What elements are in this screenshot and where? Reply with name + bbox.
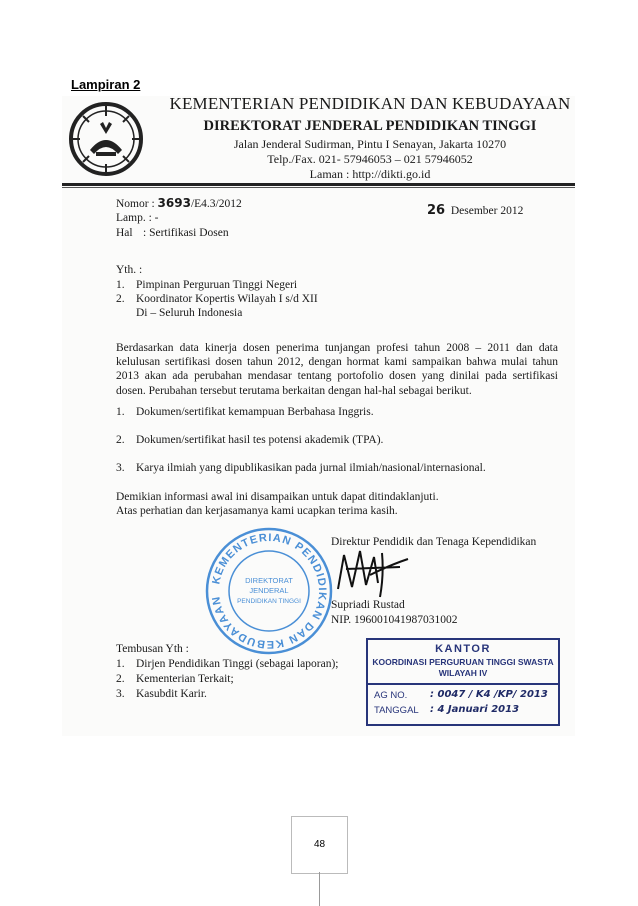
letterhead-divider-thin [62,187,575,188]
recipient-item: Pimpinan Perguruan Tinggi Negeri [136,279,298,291]
letterhead-ministry: KEMENTERIAN PENDIDIKAN DAN KEBUDAYAAN [169,94,571,113]
cc-item: Kementerian Terkait; [136,673,234,685]
page-number-box [291,816,348,874]
cc-number: 2. [116,673,125,685]
letter-date: 26 Desember 2012 [427,203,524,218]
stamp-ring-text: KEMENTERIAN PENDIDIKAN DAN KEBUDAYAAN [210,531,329,651]
receipt-ag-value: : 0047 / K4 /KP/ 2013 [430,689,548,700]
tut-wuri-handayani-logo-icon [66,100,146,178]
letterhead-address: Jalan Jenderal Sudirman, Pintu I Senayan, Jakarta 10270 [233,137,507,151]
stamp-text-line: JENDERAL [249,586,289,595]
letterhead-directorate: DIREKTORAT JENDERAL PENDIDIKAN TINGGI [203,118,537,134]
cc-item: Kasubdit Karir. [136,688,207,700]
recipient-number: 2. [116,293,125,305]
signature-mark-icon [330,545,420,600]
cc-title: Tembusan Yth : [116,643,189,655]
letterhead-website: Laman : http://dikti.go.id [309,167,431,181]
letter-number-handwritten: 3693 [157,196,191,210]
stamp-text-line: PENDIDIKAN TINGGI [237,598,301,605]
receipt-ag-label: AG NO. [374,690,408,701]
body-paragraph: Berdasarkan data kinerja dosen penerima tunjangan profesi tahun 2008 – 2011 dan data kelulusan sertifikasi dosen tahun 2012, dengan hormat kami sampaikan bahwa mulai tahun 2013 akan ada perubahan mendasar tentang portofolio dosen yang dinilai pada sertifikasi dosen. Perubahan tersebut terutama berkaitan dengan hal-hal sebagai berikut. [116,342,558,397]
letterhead-phone: Telp./Fax. 021- 57946053 – 021 57946052 [267,152,473,166]
page-number-connector [319,872,320,906]
letter-number: Nomor : 3693/E4.3/2012 [116,196,242,210]
stamp-text-line: DIREKTORAT [245,576,293,585]
receipt-stamp-divider [368,683,558,685]
point-number: 1. [116,406,125,418]
cc-number: 1. [116,658,125,670]
receipt-date-value: : 4 Januari 2013 [430,704,520,715]
point-item: Dokumen/sertifikat hasil tes potensi akademik (TPA). [136,434,384,446]
signatory-title: Direktur Pendidik dan Tenaga Kependidikan [331,536,537,548]
attachment-label: Lampiran 2 [71,77,141,92]
letter-subject: : Sertifikasi Dosen [143,227,229,239]
point-item: Dokumen/sertifikat kemampuan Berbahasa Inggris. [136,406,374,418]
point-number: 2. [116,434,125,446]
cc-number: 3. [116,688,125,700]
official-stamp-icon [203,525,335,657]
closing-line: Demikian informasi awal ini disampaikan untuk dapat ditindaklanjuti. [116,491,439,503]
page-number: 48 [313,839,326,850]
receipt-stamp [366,638,560,726]
cc-item: Dirjen Pendidikan Tinggi (sebagai laporan); [136,658,339,670]
point-item: Karya ilmiah yang dipublikasikan pada jurnal ilmiah/nasional/internasional. [136,462,486,474]
letter-attachment: Lamp. : - [116,212,159,224]
signatory-name: Supriadi Rustad [331,599,405,611]
letterhead-divider [62,183,575,186]
receipt-stamp-region: WILAYAH IV [438,668,488,678]
recipient-item: Koordinator Kopertis Wilayah I s/d XII [136,293,318,305]
recipient-location: Di – Seluruh Indonesia [136,307,243,319]
point-number: 3. [116,462,125,474]
recipient-number: 1. [116,279,125,291]
receipt-stamp-org: KOORDINASI PERGURUAN TINGGI SWASTA [372,657,554,667]
receipt-stamp-title: KANTOR [435,643,491,655]
signatory-nip: NIP. 196001041987031002 [331,614,458,626]
recipient-yth: Yth. : [116,264,143,276]
letter-subject-label: Hal [116,227,133,239]
closing-line: Atas perhatian dan kerjasamanya kami ucapkan terima kasih. [116,505,398,517]
receipt-date-label: TANGGAL [374,705,419,716]
